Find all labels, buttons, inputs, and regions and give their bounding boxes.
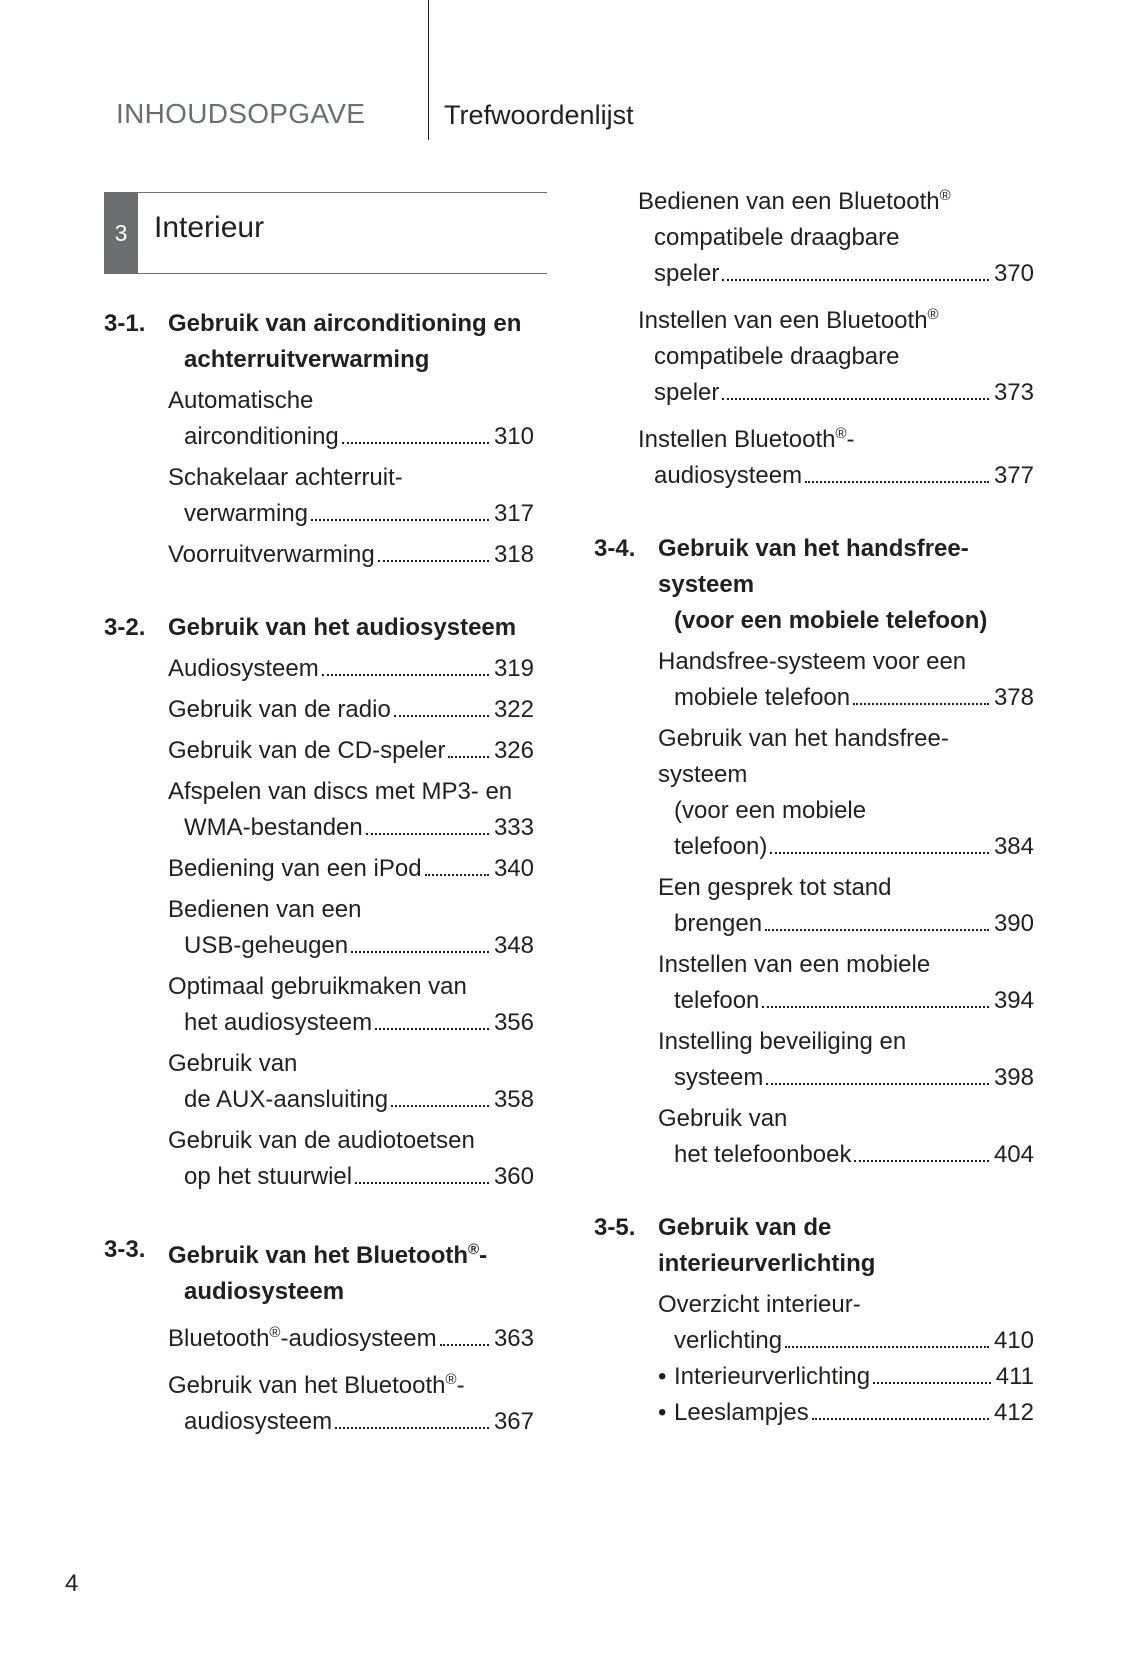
- entry-title-cont: het telefoonboek: [674, 1141, 852, 1168]
- entry-title: Instellen van een Bluetooth®: [638, 306, 939, 334]
- entry-title-line2: (voor een mobiele: [674, 797, 867, 824]
- dot-leader: [812, 1418, 989, 1420]
- page-ref: 360: [493, 1163, 534, 1190]
- page-ref: 326: [493, 737, 534, 764]
- toc-entry[interactable]: [168, 692, 534, 728]
- entry-title: Gebruik van de radio: [168, 696, 391, 723]
- entry-title: Audiosysteem: [168, 655, 319, 682]
- entry-title: Gebruik van het Bluetooth®-: [168, 1371, 465, 1399]
- registered-mark: ®: [939, 187, 951, 204]
- section-title: Gebruik van het audiosysteem: [168, 614, 517, 641]
- entry-title: Een gesprek tot stand: [658, 874, 892, 901]
- toc-entry[interactable]: [168, 1315, 534, 1357]
- entry-title: Interieurverlichting: [674, 1363, 871, 1390]
- dot-leader: [766, 1083, 989, 1085]
- toc-entry[interactable]: [638, 297, 1034, 411]
- entry-title-cont: mobiele telefoon: [674, 684, 851, 711]
- entry-title: Optimaal gebruikmaken van: [168, 973, 467, 1000]
- section-title-line2: (voor een mobiele telefoon): [674, 607, 988, 634]
- toc-entry[interactable]: [168, 537, 534, 573]
- section-title: Gebruik van airconditioning en: [168, 310, 522, 337]
- registered-mark: ®: [445, 1371, 457, 1388]
- page-ref: 322: [493, 696, 534, 723]
- page-ref: 317: [493, 500, 534, 527]
- entry-title: Instelling beveiliging en: [658, 1028, 907, 1055]
- page-ref: 378: [993, 684, 1034, 711]
- entry-title: Bedienen van een: [168, 896, 362, 923]
- toc-entry[interactable]: [168, 851, 534, 887]
- dot-leader: [322, 674, 489, 676]
- section-heading[interactable]: [104, 610, 534, 646]
- entry-title: Gebruik van het handsfree-systeem: [658, 725, 949, 788]
- page-ref: 412: [993, 1399, 1034, 1426]
- entry-title-cont: audiosysteem: [184, 1408, 333, 1435]
- page-ref: 373: [993, 379, 1034, 406]
- toc-entry[interactable]: [658, 1287, 1034, 1359]
- registered-mark: ®: [468, 1241, 480, 1258]
- section-title: Gebruik van het Bluetooth®-: [168, 1241, 488, 1269]
- chapter-heading: [104, 192, 547, 274]
- dot-leader: [378, 560, 489, 562]
- section-heading[interactable]: [104, 1232, 534, 1310]
- dot-leader: [762, 1006, 989, 1008]
- toc-left-column: [104, 306, 534, 1440]
- toc-right-column: [594, 178, 1034, 1431]
- entry-title: Gebruik van de CD-speler: [168, 737, 446, 764]
- dot-leader: [873, 1382, 991, 1384]
- entry-title-cont: telefoon: [674, 987, 760, 1014]
- dot-leader: [722, 279, 989, 281]
- page-ref: 356: [493, 1009, 534, 1036]
- entry-title: Handsfree-systeem voor een: [658, 648, 967, 675]
- chapter-title: Interieur: [154, 211, 265, 244]
- page-ref: 318: [493, 541, 534, 568]
- dot-leader: [770, 852, 989, 854]
- entry-title: Automatische: [168, 387, 314, 414]
- dot-leader: [342, 442, 489, 444]
- entry-title: Instellen Bluetooth®-: [638, 425, 855, 453]
- toc-entry[interactable]: [168, 383, 534, 455]
- entry-title-cont: op het stuurwiel: [184, 1163, 353, 1190]
- page-ref: 370: [993, 260, 1034, 287]
- entry-title-cont: speler: [654, 260, 720, 287]
- page-ref: 398: [993, 1064, 1034, 1091]
- section-heading[interactable]: [594, 1210, 1034, 1282]
- page-ref: 363: [493, 1325, 534, 1352]
- toc-entry[interactable]: [168, 1123, 534, 1195]
- page-ref: 390: [993, 910, 1034, 937]
- dot-leader: [335, 1427, 489, 1429]
- section-number: 3-1.: [104, 310, 146, 337]
- section-title: Gebruik van het handsfree-systeem: [658, 535, 969, 598]
- section-number: 3-4.: [594, 535, 636, 562]
- page-ref: 404: [993, 1141, 1034, 1168]
- section-title-line2: audiosysteem: [184, 1278, 345, 1305]
- page-ref: 333: [493, 814, 534, 841]
- page-ref: 377: [993, 462, 1034, 489]
- entry-title-cont: verlichting: [674, 1327, 783, 1354]
- entry-title-cont: het audiosysteem: [184, 1009, 373, 1036]
- entry-title: Overzicht interieur-: [658, 1291, 861, 1318]
- toc-entry[interactable]: [658, 1101, 1034, 1173]
- tab-trefwoordenlijst[interactable]: Trefwoordenlijst: [444, 100, 634, 130]
- toc-entry[interactable]: [658, 1024, 1034, 1096]
- entry-title-line2: compatibele draagbare: [654, 343, 900, 370]
- entry-title: Afspelen van discs met MP3- en: [168, 778, 513, 805]
- entry-title-cont: de AUX-aansluiting: [184, 1086, 389, 1113]
- page-ref: 367: [493, 1408, 534, 1435]
- dot-leader: [785, 1346, 989, 1348]
- section-number: 3-3.: [104, 1236, 146, 1263]
- section-heading[interactable]: [104, 306, 534, 378]
- registered-mark: ®: [927, 306, 939, 323]
- dot-leader: [765, 929, 989, 931]
- dot-leader: [722, 398, 989, 400]
- page-ref: 394: [993, 987, 1034, 1014]
- section-heading[interactable]: [594, 531, 1034, 639]
- tab-inhoudsopgave[interactable]: INHOUDSOPGAVE: [116, 98, 366, 129]
- toc-entry[interactable]: [168, 1046, 534, 1118]
- dot-leader: [351, 951, 489, 953]
- entry-title-cont: brengen: [674, 910, 763, 937]
- toc-entry[interactable]: [168, 892, 534, 964]
- entry-title-cont: verwarming: [184, 500, 309, 527]
- page-ref: 348: [493, 932, 534, 959]
- dot-leader: [853, 703, 989, 705]
- page-ref: 411: [995, 1363, 1034, 1390]
- page-ref: 358: [493, 1086, 534, 1113]
- page-ref: 310: [493, 423, 534, 450]
- chapter-number: 3: [104, 193, 138, 273]
- entry-title: Bedienen van een Bluetooth®: [638, 187, 951, 215]
- toc-entry[interactable]: [168, 1362, 534, 1440]
- entry-title-cont: systeem: [674, 1064, 764, 1091]
- entry-title-cont: speler: [654, 379, 720, 406]
- dot-leader: [805, 481, 989, 483]
- dot-leader: [366, 833, 489, 835]
- entry-title: Gebruik van de audiotoetsen: [168, 1127, 475, 1154]
- section-number: 3-2.: [104, 614, 146, 641]
- section-number: 3-5.: [594, 1214, 636, 1241]
- entry-title-cont: telefoon): [674, 833, 768, 860]
- dot-leader: [448, 756, 489, 758]
- toc-entry[interactable]: [658, 1359, 1034, 1395]
- page-ref: 319: [493, 655, 534, 682]
- entry-title: Instellen van een mobiele: [658, 951, 931, 978]
- toc-entry[interactable]: [638, 178, 1034, 292]
- entry-title: Schakelaar achterruit-: [168, 464, 403, 491]
- registered-mark: ®: [269, 1324, 281, 1341]
- bullet-icon: •: [658, 1363, 667, 1390]
- entry-title: Gebruik van: [168, 1050, 298, 1077]
- toc-entry[interactable]: [658, 721, 1034, 865]
- toc-entry[interactable]: [168, 774, 534, 846]
- entry-title-cont: USB-geheugen: [184, 932, 349, 959]
- toc-entry[interactable]: [658, 644, 1034, 716]
- entry-title: Gebruik van: [658, 1105, 788, 1132]
- toc-entry[interactable]: [168, 969, 534, 1041]
- toc-entry[interactable]: [658, 870, 1034, 942]
- dot-leader: [425, 874, 489, 876]
- dot-leader: [854, 1160, 988, 1162]
- entry-title-cont: audiosysteem: [654, 462, 803, 489]
- toc-entry[interactable]: [168, 651, 534, 687]
- registered-mark: ®: [835, 425, 847, 442]
- entry-title: Bediening van een iPod: [168, 855, 422, 882]
- entry-title-cont: WMA-bestanden: [184, 814, 363, 841]
- dot-leader: [311, 519, 489, 521]
- toc-entry[interactable]: [168, 733, 534, 769]
- page-ref: 410: [993, 1327, 1034, 1354]
- entry-title: Bluetooth®-audiosysteem: [168, 1324, 437, 1352]
- section-title-line2: achterruitverwarming: [184, 346, 430, 373]
- dot-leader: [440, 1344, 489, 1346]
- bullet-icon: •: [658, 1399, 667, 1426]
- page-ref: 384: [993, 833, 1034, 860]
- entry-title: Leeslampjes: [674, 1399, 809, 1426]
- dot-leader: [355, 1182, 489, 1184]
- toc-entry[interactable]: [658, 947, 1034, 1019]
- section-title: Gebruik van de interieurverlichting: [658, 1214, 876, 1277]
- header-divider: [428, 0, 429, 140]
- page-ref: 340: [493, 855, 534, 882]
- dot-leader: [394, 715, 489, 717]
- toc-entry[interactable]: [658, 1395, 1034, 1431]
- entry-title-cont: airconditioning: [184, 423, 339, 450]
- toc-entry[interactable]: [168, 460, 534, 532]
- dot-leader: [391, 1105, 489, 1107]
- entry-title-line2: compatibele draagbare: [654, 224, 900, 251]
- dot-leader: [375, 1028, 489, 1030]
- toc-entry[interactable]: [638, 416, 1034, 494]
- page-number: 4: [65, 1570, 79, 1597]
- entry-title: Voorruitverwarming: [168, 541, 375, 568]
